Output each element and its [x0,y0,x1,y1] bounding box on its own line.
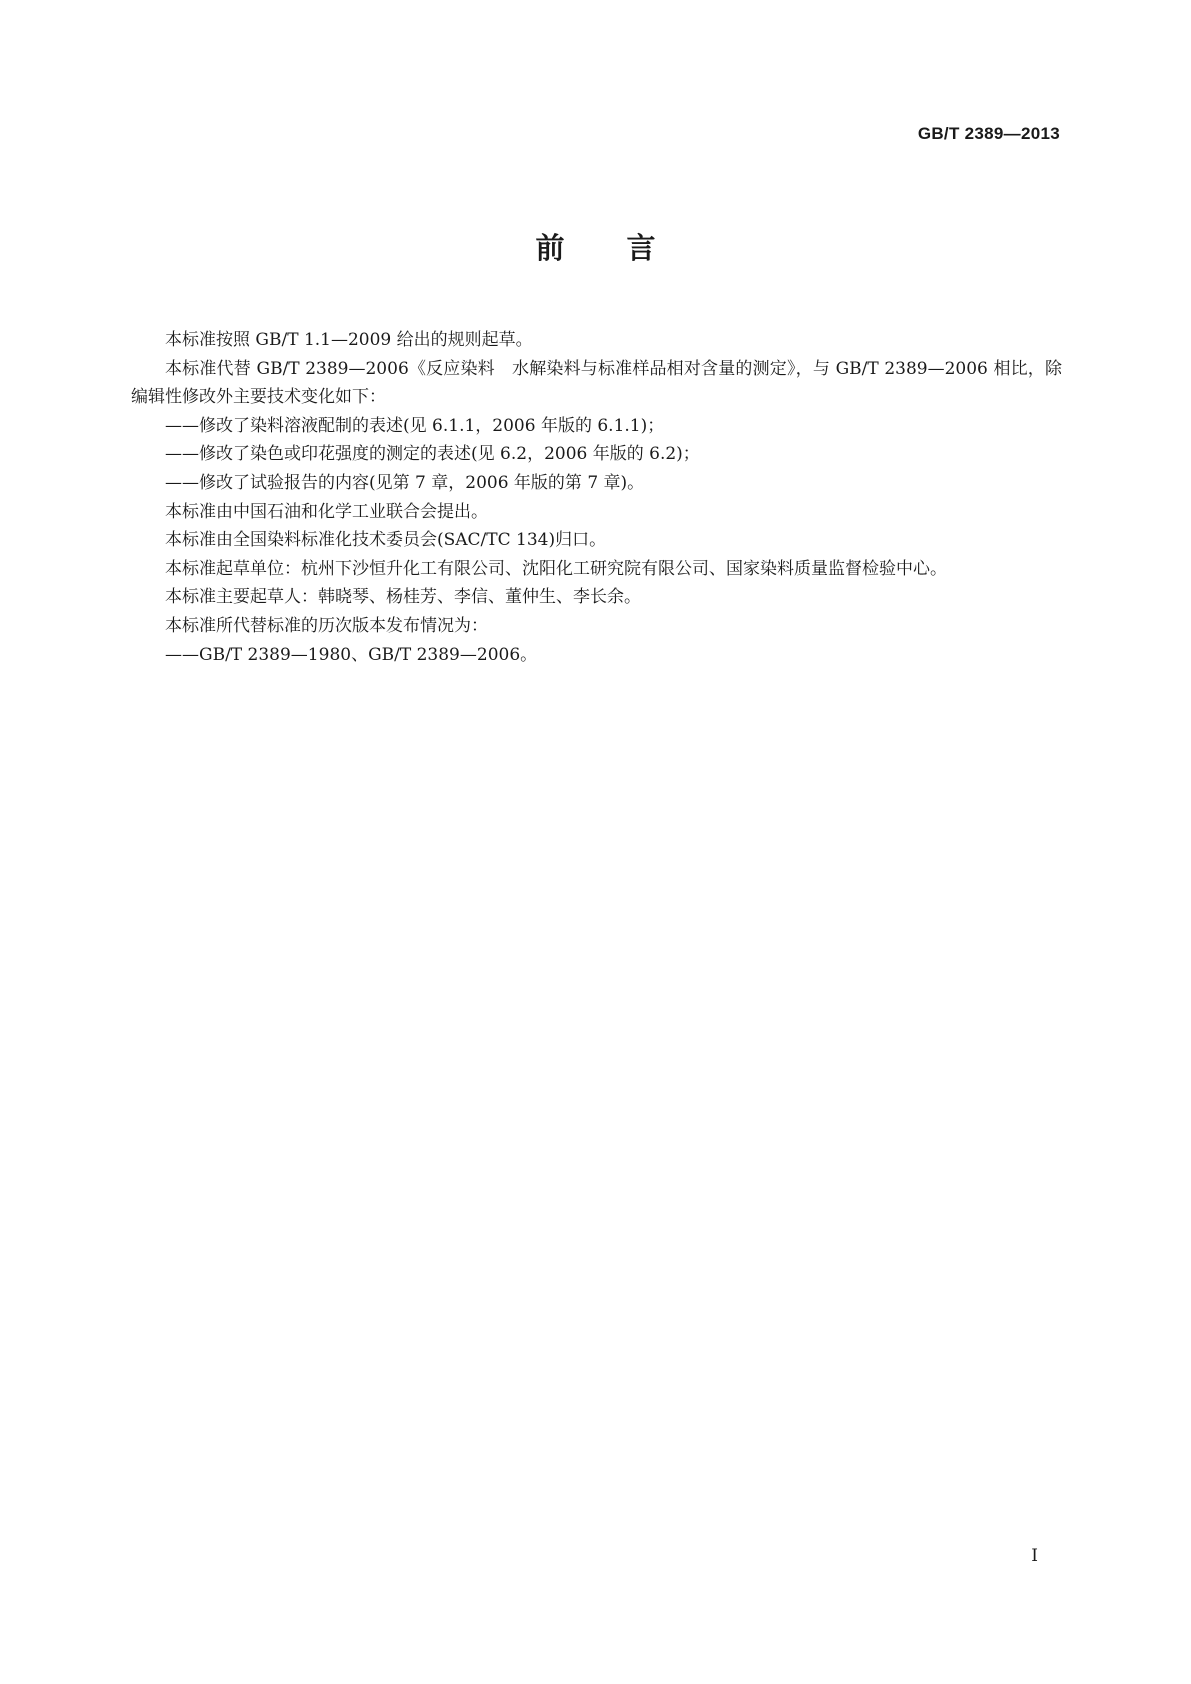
paragraph-proposer: 本标准由中国石油和化学工业联合会提出。 [165,501,488,522]
change-item-2: ——修改了染色或印花强度的测定的表述(见 6.2，2006 年版的 6.2)； [165,444,700,465]
paragraph-drafters: 本标准主要起草人：韩晓琴、杨桂芳、李信、董仲生、李长余。 [165,587,641,608]
page-number: I [1031,1546,1038,1566]
paragraph-committee: 本标准由全国染料标准化技术委员会(SAC/TC 134)归口。 [165,530,607,551]
paragraph-drafting-rules: 本标准按照 GB/T 1.1—2009 给出的规则起草。 [165,330,533,350]
foreword-body [131,326,1062,669]
page-title: 前言 [535,231,718,265]
paragraph-replacement: 本标准代替 GB/T 2389—2006《反应染料 水解染料与标准样品相对含量的测定》，与 GB/T 2389—2006 相比，除编辑性修改外主要技术变化如下： [131,358,1062,408]
paragraph-drafting-units: 本标准起草单位：杭州下沙恒升化工有限公司、沈阳化工研究院有限公司、国家染料质量监督检验中心。 [165,558,947,579]
change-item-1: ——修改了染料溶液配制的表述(见 6.1.1，2006 年版的 6.1.1)； [165,415,665,436]
previous-editions-list: ——GB/T 2389—1980、GB/T 2389—2006。 [165,644,538,665]
paragraph-previous-editions: 本标准所代替标准的历次版本发布情况为： [165,615,488,636]
standard-number: GB/T 2389—2013 [917,124,1060,143]
change-item-3: ——修改了试验报告的内容(见第 7 章，2006 年版的第 7 章)。 [165,472,645,493]
